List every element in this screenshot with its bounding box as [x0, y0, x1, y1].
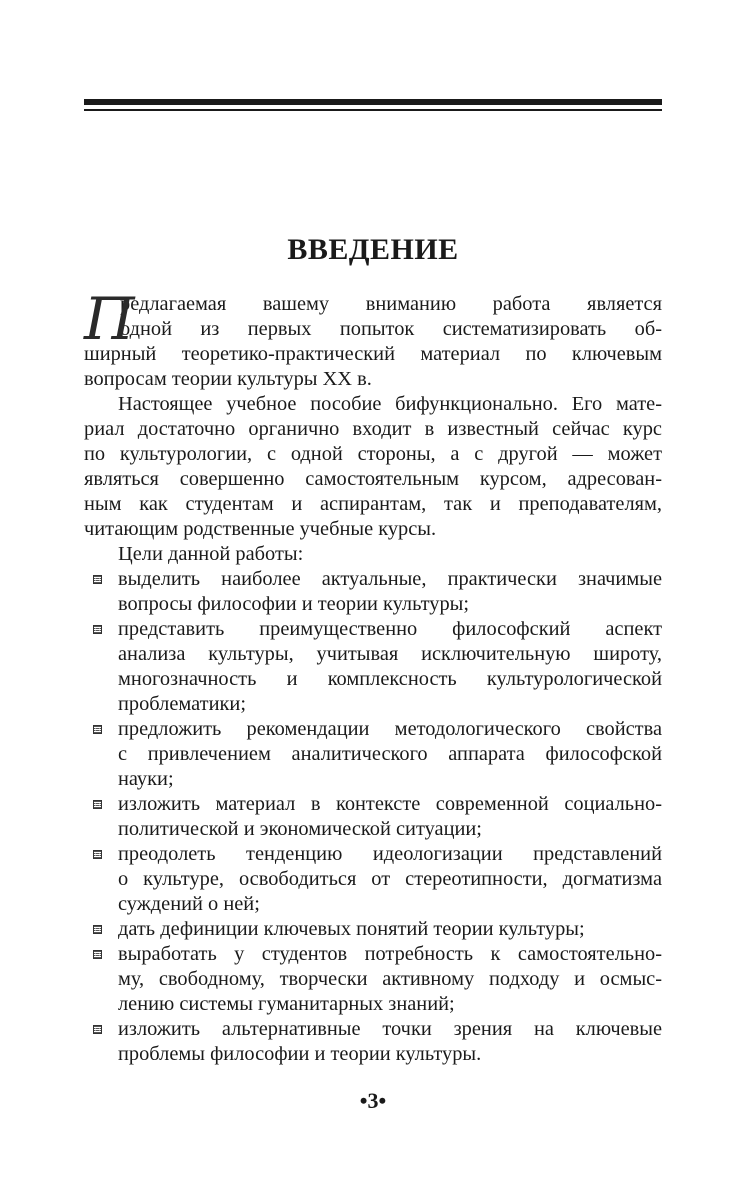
- text-line: редлагаемая вашему вниманию работа является: [120, 293, 662, 315]
- square-bullet-icon: [93, 950, 102, 959]
- page-number: •3•: [359, 1088, 387, 1113]
- text-line: Настоящее учебное пособие бифункционально. Его мате-: [118, 393, 662, 415]
- list-item: [84, 942, 662, 1017]
- text-line: предложить рекомендации методологического свойства: [118, 718, 662, 740]
- square-bullet-icon: [93, 925, 102, 934]
- text-line: риал достаточно органично входит в известный сейчас курс: [84, 418, 662, 440]
- text-line: выработать у студентов потребность к самостоятельно-: [118, 943, 662, 965]
- text-line: анализа культуры, учитывая исключительную широту,: [118, 643, 662, 665]
- dropcap-letter: П: [84, 285, 135, 353]
- text-line: многозначность и комплексность культурологической: [118, 668, 662, 690]
- square-bullet-icon: [93, 1025, 102, 1034]
- text-line: по культурологии, с одной стороны, а с другой — может: [84, 443, 662, 465]
- text-line: лению системы гуманитарных знаний;: [118, 993, 455, 1015]
- text-line: представить преимущественно философский аспект: [118, 618, 662, 640]
- paragraph-intro: [84, 285, 662, 392]
- list-item: [84, 567, 662, 617]
- square-bullet-icon: [93, 800, 102, 809]
- list-item: [84, 1017, 662, 1067]
- text-line: о культуре, освободиться от стереотипности, догматизма: [118, 868, 662, 890]
- text-line: преодолеть тенденцию идеологизации представлений: [118, 843, 662, 865]
- text-line: суждений о ней;: [118, 893, 260, 915]
- text-line: вопросам теории культуры XX в.: [84, 368, 372, 390]
- square-bullet-icon: [93, 575, 102, 584]
- text-line: Цели данной работы:: [118, 543, 304, 565]
- header-rule-thin: [84, 109, 662, 111]
- text-line: выделить наиболее актуальные, практически значимые: [118, 568, 662, 590]
- text-line: ширный теоретико-практический материал по ключевым: [84, 343, 662, 365]
- header-rule-thick: [84, 99, 662, 105]
- text-line: дать дефиниции ключевых понятий теории культуры;: [118, 918, 585, 940]
- list-item: [84, 617, 662, 717]
- list-item: [84, 792, 662, 842]
- paragraph-course: [84, 392, 662, 542]
- goals-list: [84, 567, 662, 1067]
- text-line: одной из первых попыток систематизировать об-: [120, 318, 662, 340]
- list-item: [84, 842, 662, 917]
- text-line: являться совершенно самостоятельным курсом, адресован-: [84, 468, 662, 490]
- text-line: изложить материал в контексте современной социально-: [118, 793, 662, 815]
- text-line: вопросы философии и теории культуры;: [118, 593, 470, 615]
- text-line: проблемы философии и теории культуры.: [118, 1043, 482, 1065]
- text-line: проблематики;: [118, 693, 246, 715]
- text-line: науки;: [118, 768, 174, 790]
- square-bullet-icon: [93, 725, 102, 734]
- body-text: [84, 285, 662, 1067]
- paragraph-goals-intro: [84, 542, 662, 567]
- text-line: с привлечением аналитического аппарата философской: [118, 743, 662, 765]
- list-item: [84, 917, 662, 942]
- text-line: политической и экономической ситуации;: [118, 818, 482, 840]
- text-line: читающим родственные учебные курсы.: [84, 518, 437, 540]
- text-line: ным как студентам и аспирантам, так и преподавателям,: [84, 493, 662, 515]
- square-bullet-icon: [93, 850, 102, 859]
- chapter-title: ВВЕДЕНИЕ: [287, 233, 459, 267]
- square-bullet-icon: [93, 625, 102, 634]
- text-line: изложить альтернативные точки зрения на ключевые: [118, 1018, 662, 1040]
- text-line: му, свободному, творчески активному подходу и осмыс-: [118, 968, 662, 990]
- list-item: [84, 717, 662, 792]
